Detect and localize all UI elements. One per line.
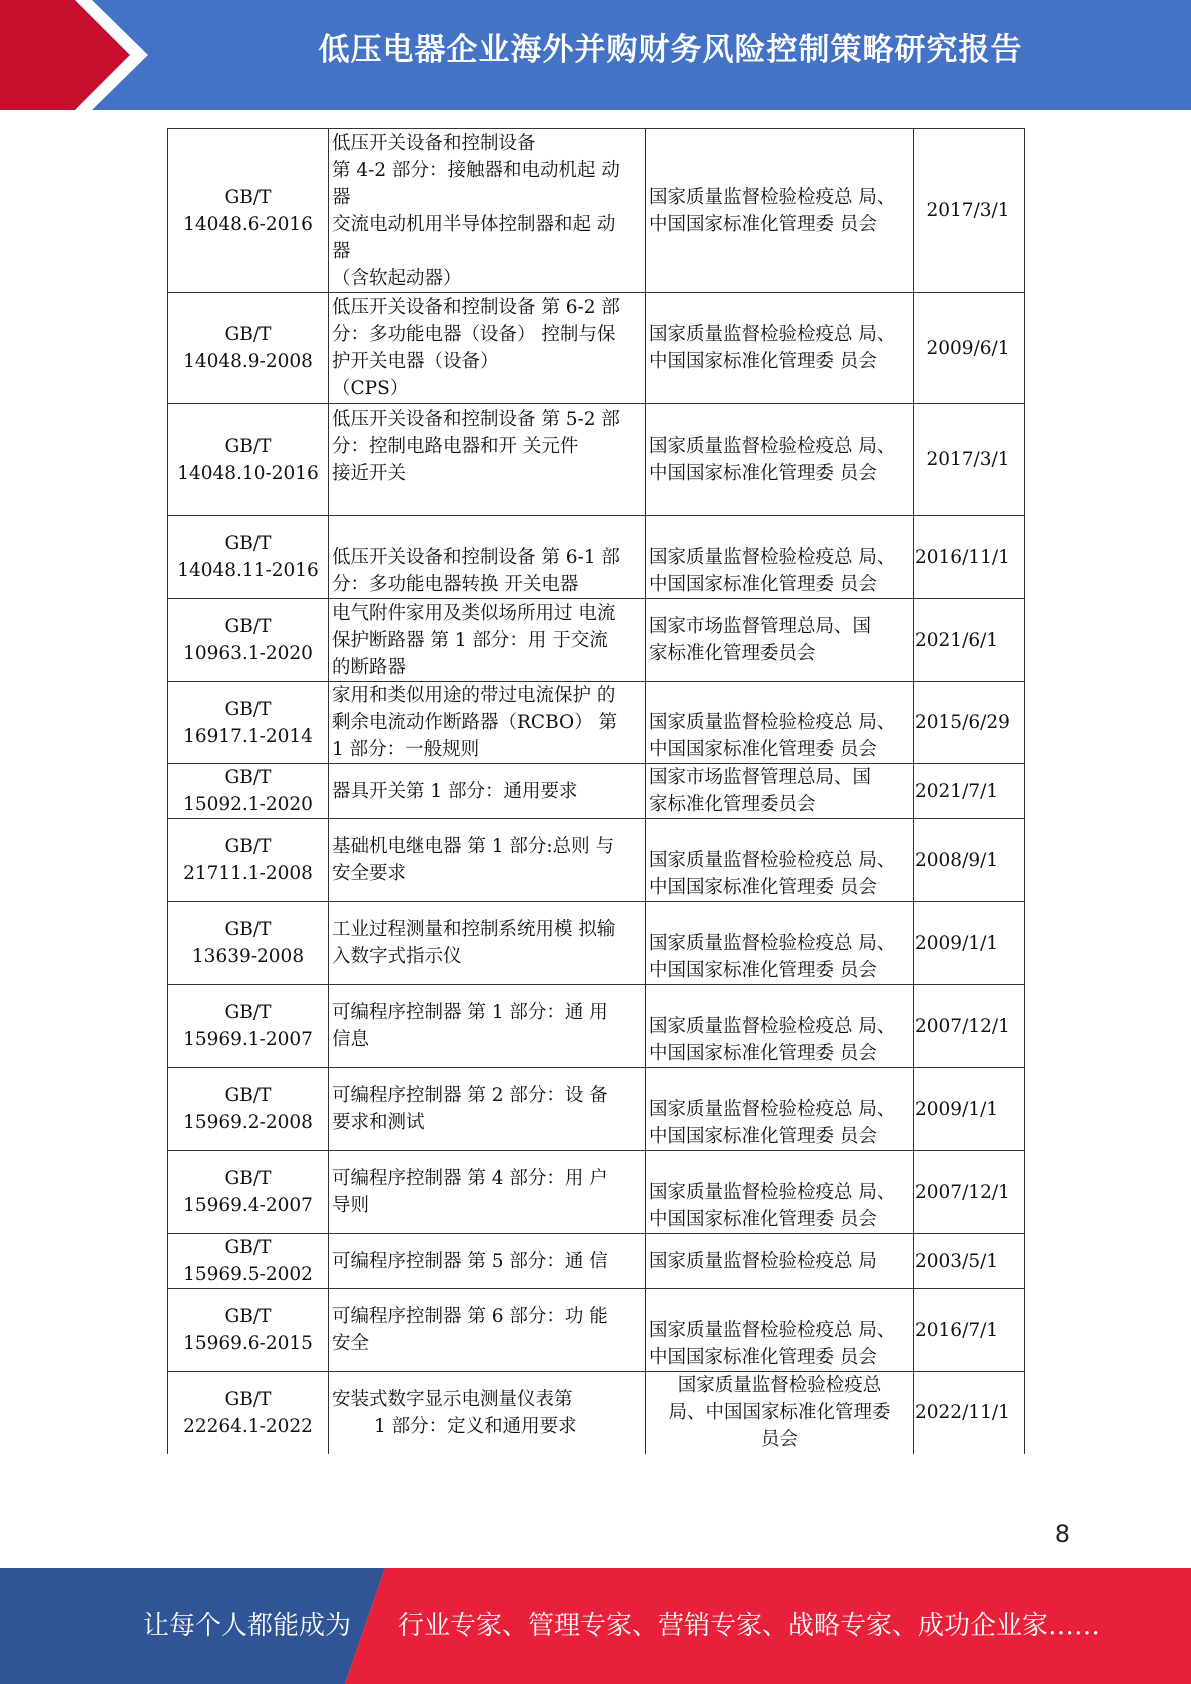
standard-name: 接近开关 — [332, 463, 407, 484]
issuing-org: 中国国家标准化管理委 员会 — [649, 877, 877, 898]
standard-name: 分：多功能电器（设备） 控制与保 — [332, 324, 616, 345]
issuing-org: 中国国家标准化管理委 员会 — [649, 1209, 877, 1230]
standard-name: 低压开关设备和控制设备 第 5-2 部 — [332, 409, 620, 430]
standard-code: 16917.1-2014 — [183, 725, 313, 747]
standard-name-cell — [329, 682, 646, 764]
standard-name-cell — [329, 819, 646, 902]
standard-name-cell — [329, 129, 646, 293]
standard-name: 交流电动机用半导体控制器和起 动 — [332, 213, 616, 235]
issuing-org: 国家质量监督检验检疫总 局、 — [649, 712, 896, 733]
standard-name: 要求和测试 — [332, 1112, 425, 1133]
issuing-org: 国家质量监督检验检疫总 局、 — [649, 850, 896, 871]
issuing-org: 中国国家标准化管理委 员会 — [649, 351, 877, 372]
page-number: 8 — [1054, 1520, 1070, 1548]
issuing-org: 国家质量监督检验检疫总 局、 — [649, 933, 896, 954]
standard-name: 可编程序控制器 第 5 部分：通 信 — [332, 1250, 608, 1272]
standard-code: 14048.10-2016 — [177, 462, 319, 484]
standard-name: 安装式数字显示电测量仪表第 — [332, 1388, 573, 1410]
standard-code: GB/T — [224, 324, 272, 345]
standard-name-cell — [329, 599, 646, 682]
issuing-org-cell — [646, 902, 914, 985]
standard-name: 器 — [332, 240, 351, 262]
issuing-org: 国家质量监督检验检疫总 局 — [649, 1250, 877, 1272]
standard-name: 工业过程测量和控制系统用模 拟输 — [332, 919, 616, 940]
standard-name-cell — [329, 764, 646, 819]
standard-code: 15969.6-2015 — [183, 1333, 313, 1354]
footer-slogan-left: 让每个人都能成为 — [143, 1611, 352, 1641]
effective-date: 2009/1/1 — [914, 1068, 1025, 1151]
footer-slogan-right: 行业专家、管理专家、营销专家、战略专家、成功企业家…… — [398, 1611, 1101, 1641]
table-row — [168, 819, 1025, 902]
issuing-org-cell — [646, 129, 914, 293]
table-row — [168, 1289, 1025, 1372]
standard-code-cell — [168, 902, 329, 985]
issuing-org: 中国国家标准化管理委 员会 — [649, 1347, 877, 1368]
issuing-org: 国家质量监督检验检疫总 局、 — [649, 1182, 896, 1203]
table-row — [168, 599, 1025, 682]
standard-code: GB/T — [224, 1085, 272, 1106]
standard-code-cell — [168, 764, 329, 819]
issuing-org: 国家质量监督检验检疫总 局、 — [649, 1320, 896, 1341]
standard-name: 可编程序控制器 第 6 部分：功 能 — [332, 1306, 608, 1327]
issuing-org: 中国国家标准化管理委 员会 — [649, 1043, 877, 1064]
standard-name-cell — [329, 985, 646, 1068]
table-row — [168, 404, 1025, 516]
standard-name: 可编程序控制器 第 1 部分：通 用 — [332, 1002, 608, 1023]
standard-name: 安全要求 — [332, 863, 407, 884]
standard-name: 剩余电流动作断路器（RCBO） 第 — [332, 712, 618, 733]
effective-date: 2008/9/1 — [914, 819, 1025, 902]
issuing-org: 国家市场监督管理总局、国 — [649, 616, 872, 637]
issuing-org-cell — [646, 293, 914, 404]
table-row — [168, 985, 1025, 1068]
standard-name: 护开关电器（设备） — [332, 351, 499, 372]
standard-name: 电气附件家用及类似场所用过 电流 — [332, 602, 616, 624]
standard-code: 15969.2-2008 — [183, 1112, 313, 1133]
standard-name: 低压开关设备和控制设备 第 6-2 部 — [332, 297, 620, 318]
effective-date: 2016/11/1 — [914, 516, 1025, 599]
standard-name-cell — [329, 1372, 646, 1454]
issuing-org: 中国国家标准化管理委 员会 — [649, 462, 877, 484]
standard-name: 可编程序控制器 第 2 部分：设 备 — [332, 1085, 608, 1106]
standard-code: GB/T — [224, 767, 272, 788]
standard-name-cell — [329, 1068, 646, 1151]
issuing-org: 中国国家标准化管理委 员会 — [649, 213, 877, 235]
issuing-org: 中国国家标准化管理委 员会 — [649, 960, 877, 981]
standard-name: 第 4-2 部分：接触器和电动机起 动 — [332, 159, 620, 181]
standard-code-cell — [168, 1068, 329, 1151]
standards-table-wrap — [167, 128, 1025, 1454]
standard-code-cell — [168, 599, 329, 682]
issuing-org: 国家质量监督检验检疫总 局、 — [649, 435, 896, 457]
standard-code-cell — [168, 293, 329, 404]
standard-code: 14048.6-2016 — [183, 213, 313, 235]
effective-date: 2009/6/1 — [914, 293, 1025, 404]
standard-code: GB/T — [224, 1168, 272, 1189]
issuing-org: 国家质量监督检验检疫总 局、 — [649, 1099, 896, 1120]
standard-name: 1 部分：定义和通用要求 — [374, 1415, 577, 1437]
standard-name: 分：控制电路电器和开 关元件 — [332, 436, 579, 457]
issuing-org-cell — [646, 404, 914, 516]
effective-date: 2009/1/1 — [914, 902, 1025, 985]
table-row — [168, 129, 1025, 293]
issuing-org-cell — [646, 819, 914, 902]
issuing-org: 家标准化管理委员会 — [649, 794, 816, 815]
table-row — [168, 902, 1025, 985]
issuing-org: 中国国家标准化管理委 员会 — [649, 739, 877, 760]
standard-name: 1 部分：一般规则 — [332, 739, 480, 760]
standard-code-cell — [168, 404, 329, 516]
issuing-org-cell — [646, 764, 914, 819]
standard-code: 21711.1-2008 — [183, 863, 313, 884]
standard-name: 家用和类似用途的带过电流保护 的 — [332, 685, 616, 706]
effective-date: 2015/6/29 — [914, 682, 1025, 764]
standard-name: 的断路器 — [332, 656, 407, 678]
effective-date: 2007/12/1 — [914, 985, 1025, 1068]
issuing-org-cell — [646, 682, 914, 764]
standard-code: 10963.1-2020 — [183, 643, 313, 664]
standard-code: GB/T — [224, 616, 272, 637]
header-arrow-icon — [0, 0, 160, 110]
issuing-org-cell — [646, 1068, 914, 1151]
issuing-org: 国家质量监督检验检疫总 局、 — [649, 324, 896, 345]
table-row — [168, 764, 1025, 819]
standard-code-cell — [168, 819, 329, 902]
issuing-org: 中国国家标准化管理委 员会 — [649, 574, 877, 595]
table-body — [168, 129, 1025, 1454]
standard-name: 可编程序控制器 第 4 部分：用 户 — [332, 1168, 608, 1189]
table-row — [168, 1372, 1025, 1454]
standard-name: 低压开关设备和控制设备 第 6-1 部 — [332, 547, 620, 568]
standard-name-cell — [329, 902, 646, 985]
standard-code-cell — [168, 129, 329, 293]
standard-name-cell — [329, 404, 646, 516]
effective-date: 2022/11/1 — [914, 1372, 1025, 1454]
page-header — [0, 0, 1191, 110]
effective-date: 2007/12/1 — [914, 1151, 1025, 1234]
standard-name: 分：多功能电器转换 开关电器 — [332, 574, 579, 595]
standard-code: 14048.9-2008 — [183, 351, 313, 372]
page-footer — [0, 1568, 1191, 1684]
standard-code-cell — [168, 1289, 329, 1372]
table-row — [168, 516, 1025, 599]
issuing-org: 局、中国国家标准化管理委 — [668, 1402, 891, 1424]
issuing-org: 国家质量监督检验检疫总 局、 — [649, 1016, 896, 1037]
issuing-org: 国家质量监督检验检疫总 局、 — [649, 547, 896, 568]
header-arrow-red — [0, 0, 130, 110]
standard-code: GB/T — [224, 919, 272, 940]
table-row — [168, 1068, 1025, 1151]
table-row — [168, 293, 1025, 404]
standard-code: GB/T — [224, 1237, 272, 1258]
standard-code-cell — [168, 1372, 329, 1454]
standard-name-cell — [329, 1151, 646, 1234]
standard-name: （含软起动器） — [332, 267, 462, 289]
effective-date: 2017/3/1 — [914, 404, 1025, 516]
effective-date: 2021/6/1 — [914, 599, 1025, 682]
standard-code: GB/T — [224, 533, 272, 554]
issuing-org: 员会 — [760, 1429, 798, 1451]
standard-name: 入数字式指示仪 — [332, 946, 462, 967]
table-row — [168, 1151, 1025, 1234]
effective-date: 2021/7/1 — [914, 764, 1025, 819]
standard-name-cell — [329, 516, 646, 599]
standard-code-cell — [168, 682, 329, 764]
standard-code: GB/T — [224, 836, 272, 857]
standard-code: GB/T — [224, 435, 272, 457]
standard-name: 保护断路器 第 1 部分：用 于交流 — [332, 629, 608, 651]
issuing-org-cell — [646, 1234, 914, 1289]
effective-date: 2016/7/1 — [914, 1289, 1025, 1372]
issuing-org-cell — [646, 599, 914, 682]
issuing-org: 国家质量监督检验检疫总 — [677, 1375, 882, 1397]
standard-name: 信息 — [332, 1029, 370, 1050]
standard-code: GB/T — [224, 1388, 272, 1410]
standard-name: 低压开关设备和控制设备 — [332, 132, 536, 154]
standards-table — [167, 128, 1025, 1454]
issuing-org: 中国国家标准化管理委 员会 — [649, 1126, 877, 1147]
standard-name: 基础机电继电器 第 1 部分:总则 与 — [332, 836, 615, 857]
standard-code: 15969.1-2007 — [183, 1029, 313, 1050]
standard-name: 器具开关第 1 部分：通用要求 — [332, 780, 578, 802]
standard-code: 22264.1-2022 — [183, 1415, 313, 1437]
effective-date: 2003/5/1 — [914, 1234, 1025, 1289]
standard-name-cell — [329, 1234, 646, 1289]
standard-name-cell — [329, 293, 646, 404]
standard-code: 15969.4-2007 — [183, 1195, 313, 1216]
table-row — [168, 1234, 1025, 1289]
issuing-org-cell — [646, 1372, 914, 1454]
standard-name: 导则 — [332, 1195, 370, 1216]
standard-code: GB/T — [224, 186, 272, 208]
standard-name: 器 — [332, 186, 351, 208]
standard-name-cell — [329, 1289, 646, 1372]
standard-code: GB/T — [224, 1002, 272, 1023]
issuing-org: 家标准化管理委员会 — [649, 643, 816, 664]
issuing-org-cell — [646, 1289, 914, 1372]
issuing-org-cell — [646, 516, 914, 599]
standard-name: （CPS） — [332, 378, 409, 399]
standard-name: 安全 — [332, 1333, 370, 1354]
standard-code: 13639-2008 — [191, 946, 305, 967]
standard-code: 15092.1-2020 — [183, 794, 313, 815]
issuing-org-cell — [646, 985, 914, 1068]
standard-code-cell — [168, 1234, 329, 1289]
effective-date: 2017/3/1 — [914, 129, 1025, 293]
issuing-org-cell — [646, 1151, 914, 1234]
standard-code: 15969.5-2002 — [183, 1264, 313, 1285]
page-title: 低压电器企业海外并购财务风险控制策略研究报告 — [318, 32, 1023, 68]
issuing-org: 国家质量监督检验检疫总 局、 — [649, 186, 896, 208]
standard-code: 14048.11-2016 — [177, 560, 319, 581]
standard-code-cell — [168, 1151, 329, 1234]
standard-code-cell — [168, 516, 329, 599]
standard-code-cell — [168, 985, 329, 1068]
issuing-org: 国家市场监督管理总局、国 — [649, 767, 872, 788]
table-row — [168, 682, 1025, 764]
standard-code: GB/T — [224, 1306, 272, 1327]
standard-code: GB/T — [224, 698, 272, 720]
